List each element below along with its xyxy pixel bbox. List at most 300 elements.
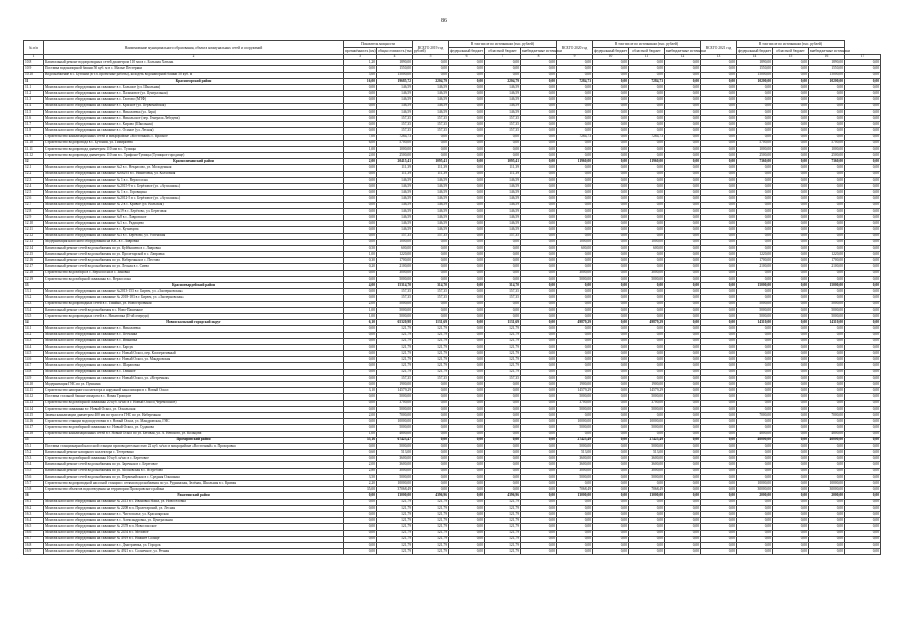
value-cell: 0,00	[665, 511, 701, 517]
value-cell: 10000,00	[809, 481, 845, 487]
value-cell: 0,00	[593, 289, 629, 295]
value-cell: 0,00	[593, 227, 629, 233]
object-name: Строительство канализационных сетей и микрорайоне «Восточный» с. Красное	[44, 134, 344, 140]
value-cell: 0,00	[845, 437, 881, 443]
value-cell: 2,80	[344, 468, 377, 474]
value-cell: 0,00	[845, 511, 881, 517]
value-cell: 0,00	[413, 60, 449, 66]
value-cell: 0,00	[737, 406, 773, 412]
value-cell: 0,00	[593, 134, 629, 140]
value-cell: 121,79	[485, 505, 521, 511]
value-cell: 0,00	[845, 146, 881, 152]
object-name: Строительство водопроводных сетей в с. Никитовка (II-ой очереди)	[44, 313, 344, 319]
value-cell: 146,59	[413, 97, 449, 103]
value-cell: 0,00	[413, 437, 449, 443]
value-cell: 0,00	[773, 301, 809, 307]
value-cell: 0,00	[737, 190, 773, 196]
object-name: Капитальный ремонт сетей водоснабжения по ул. Набережная в с. Пестово	[44, 258, 344, 264]
value-cell: 0,00	[809, 184, 845, 190]
value-cell: 146,59	[485, 208, 521, 214]
value-cell: 0,00	[701, 456, 737, 462]
value-cell: 121,79	[377, 536, 413, 542]
value-cell: 0,00	[593, 338, 629, 344]
value-cell: 0,00	[809, 344, 845, 350]
value-cell: 0,00	[845, 450, 881, 456]
value-cell: 0,00	[665, 375, 701, 381]
value-cell: 0,00	[413, 462, 449, 468]
value-cell: 0,00	[593, 97, 629, 103]
object-name: Строительство станции водоподготовки в г. Новый Оскол, ул. Мандровская, ГНС	[44, 419, 344, 425]
value-cell: 146,59	[413, 103, 449, 109]
value-cell: 5000,00	[377, 307, 413, 313]
value-cell: 121,79	[413, 363, 449, 369]
value-cell: 0,00	[737, 239, 773, 245]
value-cell: 146,59	[413, 190, 449, 196]
value-cell: 0,00	[449, 474, 485, 480]
value-cell: 0,00	[845, 536, 881, 542]
value-cell: 1,00	[344, 252, 377, 258]
value-cell: 0,00	[413, 456, 449, 462]
row-number: 12.9	[24, 214, 44, 220]
value-cell: 0,00	[665, 487, 701, 493]
value-cell: 0,00	[701, 295, 737, 301]
value-cell: 0,00	[737, 419, 773, 425]
value-cell: 0,00	[449, 542, 485, 548]
value-cell: 0,00	[701, 128, 737, 134]
value-cell: 0,00	[344, 202, 377, 208]
value-cell: 0,00	[593, 184, 629, 190]
value-cell: 0,00	[845, 202, 881, 208]
value-cell: 0,00	[449, 276, 485, 282]
value-cell: 0,00	[737, 388, 773, 394]
value-cell: 0,00	[521, 456, 557, 462]
value-cell: 0,00	[557, 208, 593, 214]
value-cell: 0,00	[593, 443, 629, 449]
value-cell: 0,00	[593, 511, 629, 517]
value-cell: 0,00	[629, 375, 665, 381]
value-cell: 4396,96	[413, 493, 449, 499]
value-cell: 7284,73	[377, 134, 413, 140]
value-cell: 121,79	[413, 326, 449, 332]
value-cell: 1000,00	[377, 146, 413, 152]
value-cell: 0,00	[344, 344, 377, 350]
row-number: 16.5	[24, 524, 44, 530]
value-cell: 0,00	[593, 72, 629, 78]
value-cell: 0,00	[665, 363, 701, 369]
value-cell: 0,00	[737, 184, 773, 190]
value-cell: 0,00	[845, 443, 881, 449]
row-number: 15.4	[24, 462, 44, 468]
object-name: Монтаж насосного оборудования на скважине в с. Ивановка	[44, 338, 344, 344]
row-number: 14.3	[24, 338, 44, 344]
value-cell: 0,00	[845, 524, 881, 530]
row-number: 12.15	[24, 252, 44, 258]
value-cell: 0,00	[701, 375, 737, 381]
value-cell: 0,00	[737, 357, 773, 363]
value-cell: 0,00	[773, 146, 809, 152]
value-cell: 0,00	[593, 406, 629, 412]
value-cell: 0,00	[845, 462, 881, 468]
value-cell: 0,00	[845, 239, 881, 245]
value-cell: 0,00	[701, 103, 737, 109]
page-number: 86	[441, 18, 447, 24]
object-name: Строительство водозаборной скважины в с. Верхососна	[44, 276, 344, 282]
value-cell: 146,59	[377, 227, 413, 233]
value-cell: 0,00	[629, 60, 665, 66]
value-cell: 0,00	[344, 351, 377, 357]
value-cell: 0,00	[773, 66, 809, 72]
row-number: 16.8	[24, 542, 44, 548]
row-number: 11.4	[24, 103, 44, 109]
value-cell: 0,00	[593, 214, 629, 220]
value-cell: 0,00	[344, 505, 377, 511]
value-cell: 0,00	[773, 505, 809, 511]
row-number: 15.2	[24, 450, 44, 456]
column-index-cell: 14	[737, 55, 773, 60]
value-cell: 0,00	[413, 252, 449, 258]
value-cell: 0,00	[629, 140, 665, 146]
value-cell: 513,00	[377, 450, 413, 456]
value-cell: 0,00	[845, 184, 881, 190]
value-cell: 121,79	[413, 351, 449, 357]
value-cell: 0,00	[773, 382, 809, 388]
value-cell: 0,00	[773, 425, 809, 431]
value-cell: 0,00	[344, 518, 377, 524]
value-cell: 0,00	[701, 313, 737, 319]
value-cell: 0,00	[665, 252, 701, 258]
value-cell: 0,00	[557, 91, 593, 97]
object-name: Красногорский район	[44, 78, 344, 84]
object-name: Монтаж насосного оборудования на скважине в с. Глинное	[44, 369, 344, 375]
value-cell: 121,79	[485, 542, 521, 548]
value-cell: 5000,00	[809, 307, 845, 313]
value-cell: 0,00	[701, 115, 737, 121]
value-cell: 0,00	[701, 468, 737, 474]
value-cell: 0,00	[773, 394, 809, 400]
row-number: 12.6	[24, 196, 44, 202]
value-cell: 0,00	[593, 518, 629, 524]
value-cell: 0,00	[701, 289, 737, 295]
value-cell: 3600,00	[629, 462, 665, 468]
value-cell: 0,00	[773, 437, 809, 443]
value-cell: 0,00	[557, 549, 593, 555]
value-cell: 157,35	[485, 289, 521, 295]
object-name: Капитальный ремонт сетей водоснабжения по ул. Лесная в с. Сиево	[44, 264, 344, 270]
value-cell: 0,00	[629, 128, 665, 134]
row-number: 10.10	[24, 72, 44, 78]
value-cell: 0,00	[845, 425, 881, 431]
value-cell: 0,00	[809, 196, 845, 202]
value-cell: 0,00	[701, 276, 737, 282]
value-cell: 0,00	[701, 530, 737, 536]
value-cell: 121,79	[377, 363, 413, 369]
value-cell: 157,35	[413, 115, 449, 121]
value-cell: 0,00	[413, 382, 449, 388]
value-cell: 0,00	[809, 518, 845, 524]
value-cell: 0,00	[701, 474, 737, 480]
value-cell: 0,00	[665, 270, 701, 276]
value-cell: 0,00	[593, 109, 629, 115]
value-cell: 0,00	[593, 202, 629, 208]
value-cell: 146,59	[485, 190, 521, 196]
value-cell: 0,00	[665, 320, 701, 326]
value-cell: 146,59	[377, 177, 413, 183]
value-cell: 0,00	[665, 72, 701, 78]
value-cell: 0,00	[521, 369, 557, 375]
value-cell: 0,00	[557, 307, 593, 313]
value-cell: 0,00	[809, 85, 845, 91]
value-cell: 7068,49	[557, 487, 593, 493]
value-cell: 0,00	[845, 153, 881, 159]
value-cell: 1000,00	[377, 239, 413, 245]
value-cell: 0,00	[344, 295, 377, 301]
value-cell: 0,00	[344, 214, 377, 220]
object-name: Модернизация ГНС по ул. Пушкина	[44, 382, 344, 388]
value-cell: 0,00	[521, 177, 557, 183]
value-cell: 157,35	[413, 122, 449, 128]
value-cell: 121,79	[377, 524, 413, 530]
value-cell: 0,00	[449, 505, 485, 511]
value-cell: 0,00	[665, 307, 701, 313]
value-cell: 146,59	[377, 109, 413, 115]
value-cell: 0,00	[593, 159, 629, 165]
row-number: 11.2	[24, 91, 44, 97]
value-cell: 0,00	[665, 468, 701, 474]
value-cell: 0,00	[449, 72, 485, 78]
value-cell: 121,79	[485, 363, 521, 369]
value-cell: 0,00	[521, 122, 557, 128]
value-cell: 0,00	[593, 60, 629, 66]
value-cell: 1000,00	[557, 239, 593, 245]
value-cell: 0,00	[773, 431, 809, 437]
value-cell: 0,00	[845, 289, 881, 295]
value-cell: 0,00	[557, 227, 593, 233]
value-cell: 157,35	[485, 233, 521, 239]
object-name: Монтаж насосного оборудования на скважине № 4919 в с. Нижнее Солнце	[44, 536, 344, 542]
value-cell: 2500,00	[377, 153, 413, 159]
value-cell: 0,00	[701, 221, 737, 227]
value-cell: 0,00	[845, 214, 881, 220]
value-cell: 0,00	[737, 85, 773, 91]
value-cell: 0,00	[449, 313, 485, 319]
value-cell: 0,00	[773, 530, 809, 536]
value-cell: 146,59	[377, 221, 413, 227]
column-index-cell: 8	[521, 55, 557, 60]
row-number: 12.13	[24, 239, 44, 245]
value-cell: 0,00	[344, 227, 377, 233]
value-cell: 0,00	[344, 382, 377, 388]
value-cell: 0,00	[845, 400, 881, 406]
value-cell: 121,79	[377, 518, 413, 524]
value-cell: 0,00	[557, 264, 593, 270]
value-cell: 0,00	[449, 363, 485, 369]
value-cell: 0,00	[413, 72, 449, 78]
object-name: Замена канализации диаметром 400 мм по трассе в ГНС по ул. Набережная	[44, 412, 344, 418]
value-cell: 157,35	[485, 375, 521, 381]
value-cell: 0,00	[629, 153, 665, 159]
value-cell: 0,00	[449, 184, 485, 190]
value-cell: 0,00	[557, 165, 593, 171]
value-cell: 146,59	[413, 227, 449, 233]
value-cell: 0,00	[701, 109, 737, 115]
value-cell: 0,00	[701, 97, 737, 103]
value-cell: 0,00	[521, 239, 557, 245]
value-cell: 121,79	[413, 542, 449, 548]
value-cell: 0,00	[809, 474, 845, 480]
value-cell: 0,00	[809, 505, 845, 511]
value-cell: 0,00	[449, 252, 485, 258]
value-cell: 0,20	[344, 264, 377, 270]
value-cell: 0,00	[593, 190, 629, 196]
value-cell: 0,00	[629, 196, 665, 202]
value-cell: 0,00	[845, 283, 881, 289]
column-index-cell: 11	[629, 55, 665, 60]
object-name: Строительство водозаборной скважины 10 куб. м/час в с. Береговое	[44, 456, 344, 462]
value-cell: 0,00	[557, 252, 593, 258]
value-cell: 0,00	[701, 394, 737, 400]
value-cell: 0,00	[737, 332, 773, 338]
value-cell: 2100,00	[737, 264, 773, 270]
value-cell: 0,00	[845, 295, 881, 301]
value-cell: 0,00	[845, 412, 881, 418]
value-cell: 121,79	[413, 369, 449, 375]
value-cell: 0,00	[593, 196, 629, 202]
value-cell: 0,00	[449, 400, 485, 406]
row-number: 12	[24, 159, 44, 165]
value-cell: 5000,00	[377, 276, 413, 282]
value-cell: 0,00	[629, 326, 665, 332]
value-cell: 121,79	[377, 338, 413, 344]
value-cell: 0,00	[629, 332, 665, 338]
value-cell: 0,00	[701, 239, 737, 245]
value-cell: 0,00	[521, 499, 557, 505]
value-cell: 0,00	[845, 369, 881, 375]
value-cell: 0,00	[809, 115, 845, 121]
value-cell: 146,59	[485, 221, 521, 227]
value-cell: 121,79	[377, 351, 413, 357]
value-cell: 10000,00	[557, 419, 593, 425]
value-cell: 0,00	[521, 536, 557, 542]
object-name: Поставка стальной башни-аппарата в с. Новая Троицкое	[44, 394, 344, 400]
value-cell: 0,00	[413, 431, 449, 437]
value-cell: 0,00	[449, 283, 485, 289]
value-cell: 0,00	[809, 165, 845, 171]
value-cell: 0,00	[809, 388, 845, 394]
value-cell: 0,00	[521, 518, 557, 524]
row-number: 12.17	[24, 264, 44, 270]
header-fed-2021: федеральный бюджет	[738, 49, 772, 54]
value-cell: 13000,00	[629, 493, 665, 499]
column-index-cell: 9	[557, 55, 593, 60]
value-cell: 0,00	[557, 109, 593, 115]
value-cell: 1220,00	[737, 252, 773, 258]
value-cell: 0,00	[485, 419, 521, 425]
value-cell: 4800,00	[377, 431, 413, 437]
value-cell: 0,00	[665, 450, 701, 456]
value-cell: 121,79	[377, 369, 413, 375]
value-cell: 0,00	[737, 450, 773, 456]
value-cell: 0,00	[557, 369, 593, 375]
value-cell: 5000,00	[557, 394, 593, 400]
value-cell: 111,39	[377, 171, 413, 177]
value-cell: 0,00	[773, 196, 809, 202]
value-cell: 0,00	[521, 363, 557, 369]
header-no: № п/п	[24, 41, 44, 55]
value-cell: 0,00	[737, 276, 773, 282]
value-cell: 0,00	[521, 140, 557, 146]
value-cell: 0,00	[701, 481, 737, 487]
value-cell: 0,00	[809, 536, 845, 542]
value-cell: 0,00	[701, 425, 737, 431]
value-cell: 0,00	[521, 208, 557, 214]
value-cell: 0,00	[737, 214, 773, 220]
value-cell: 121,79	[413, 518, 449, 524]
object-name: Монтаж насосного оборудования на скважине №8 в с. Лавровское	[44, 214, 344, 220]
value-cell: 0,00	[701, 177, 737, 183]
value-cell: 0,00	[701, 518, 737, 524]
value-cell: 0,00	[449, 425, 485, 431]
row-number: 11.7	[24, 122, 44, 128]
row-number: 16.4	[24, 518, 44, 524]
value-cell: 0,00	[344, 289, 377, 295]
value-cell: 121,79	[485, 511, 521, 517]
value-cell: 0,00	[593, 153, 629, 159]
value-cell: 157,35	[377, 115, 413, 121]
value-cell: 19685,72	[377, 78, 413, 84]
value-cell: 146,59	[485, 85, 521, 91]
value-cell: 49879,29	[557, 320, 593, 326]
value-cell: 0,00	[773, 103, 809, 109]
object-name: Монтаж насосного оборудования на скважине № 2018-183 в г. Бирюч, ул. «Заозерновская»	[44, 295, 344, 301]
value-cell: 0,00	[449, 549, 485, 555]
value-cell: 0,00	[665, 406, 701, 412]
value-cell: 0,00	[629, 190, 665, 196]
value-cell: 1900,00	[629, 382, 665, 388]
value-cell: 14579,29	[557, 388, 593, 394]
row-number: 14.15	[24, 412, 44, 418]
value-cell: 11960,00	[557, 159, 593, 165]
row-number: 11.12	[24, 153, 44, 159]
value-cell: 5000,00	[809, 313, 845, 319]
value-cell: 0,00	[521, 474, 557, 480]
value-cell: 0,00	[449, 524, 485, 530]
value-cell: 0,00	[485, 437, 521, 443]
value-cell: 121,79	[413, 332, 449, 338]
value-cell: 0,00	[845, 165, 881, 171]
header-reg-2019: областной бюджет	[485, 48, 521, 55]
value-cell: 0,00	[809, 406, 845, 412]
value-cell: 0,00	[737, 518, 773, 524]
row-number: 14.11	[24, 388, 44, 394]
object-name: Монтаж насосного оборудования на скважине в с. Пальмовое (ул. Центральная)	[44, 91, 344, 97]
value-cell: 0,00	[737, 97, 773, 103]
value-cell: 0,00	[344, 239, 377, 245]
object-name: Строительство водопроводной насосной станции с сетями водоснабжения по ул. Руднянская, Зелёная, Школьная в с. Кривая	[44, 481, 344, 487]
value-cell: 0,00	[665, 313, 701, 319]
value-cell: 0,00	[629, 518, 665, 524]
value-cell: 0,00	[773, 474, 809, 480]
value-cell: 0,00	[344, 184, 377, 190]
value-cell: 15000,00	[737, 283, 773, 289]
value-cell: 65320,98	[377, 320, 413, 326]
value-cell: 0,00	[809, 270, 845, 276]
value-cell: 0,00	[665, 233, 701, 239]
value-cell: 0,00	[557, 202, 593, 208]
header-fed-2019: федеральный бюджет	[450, 49, 484, 54]
value-cell: 2204,79	[485, 78, 521, 84]
value-cell: 0,00	[665, 289, 701, 295]
value-cell: 121,79	[413, 530, 449, 536]
